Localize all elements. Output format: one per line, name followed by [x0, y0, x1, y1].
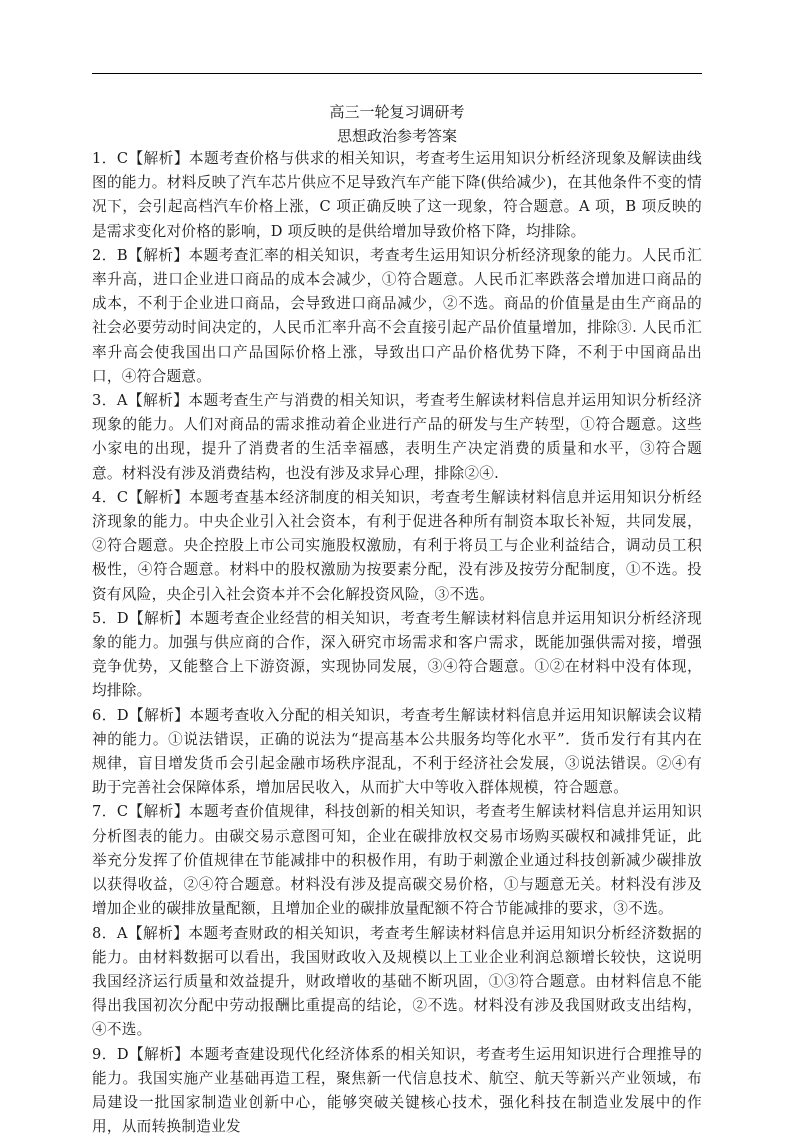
answer-item-6: 6．D【解析】本题考查收入分配的相关知识，考查考生解读材料信息并运用知识解读会议精神的能力。①说法错误，正确的说法为“提高基本公共服务均等化水平”．货币发行有其内在规律，盲目增发货币会引起金融市场秩序混乱，不利于经济社会发展，③说法错误。②④有助于完善社会保障体系，增加居民收入，从而扩大中等收入群体规模，符合题意。 [92, 706, 702, 797]
answer-item-4: 4．C【解析】本题考查基本经济制度的相关知识，考查考生解读材料信息并运用知识分析经济现象的能力。中央企业引入社会资本，有利于促进各种所有制资本取长补短，共同发展，②符合题意。央企控股上市公司实施股权激励，有利于将员工与企业利益结合，调动员工积极性，④符合题意。材料中的股权激励为按要素分配，没有涉及按劳分配制度，①不选。投资有风险，央企引入社会资本并不会化解投资风险，③不选。 [92, 488, 702, 603]
answer-item-2: 2．B【解析】本题考查汇率的相关知识，考查考生运用知识分析经济现象的能力。人民币汇率升高，进口企业进口商品的成本会减少，①符合题意。人民币汇率跌落会增加进口商品的成本，不利于企业进口商品，会导致进口商品减少，②不选。商品的价值量是由生产商品的社会必要劳动时间决定的，人民币汇率升高不会直接引起产品价值量增加，排除③. 人民币汇率升高会使我国出口产品国际价格上涨，导致出口产品价格优势下降，不利于中国商品出口，④符合题意。 [92, 246, 702, 385]
answer-item-1: 1．C【解析】本题考查价格与供求的相关知识，考查考生运用知识分析经济现象及解读曲线图的能力。材料反映了汽车芯片供应不足导致汽车产能下降(供给减少)，在其他条件不变的情况下，会引起高档汽车价格上涨，C 项正确反映了这一现象，符合题意。A 项，B 项反映的是需求变化对价格的影响，D 项反映的是供给增加导致价格下降，均排除。 [92, 150, 702, 240]
answer-list [92, 147, 702, 1139]
answer-item-5: 5．D【解析】本题考查企业经营的相关知识，考查考生解读材料信息并运用知识分析经济现象的能力。加强与供应商的合作，深入研究市场需求和客户需求，既能加强供需对接，增强竞争优势，又能整合上下游资源，实现协同发展，③④符合题意。①②在材料中没有体现，均排除。 [92, 609, 702, 700]
answer-item-3: 3．A【解析】本题考查生产与消费的相关知识，考查考生解读材料信息并运用知识分析经济现象的能力。人们对商品的需求推动着企业进行产品的研发与生产转型，①符合题意。这些小家电的出现，提升了消费者的生活幸福感，表明生产决定消费的质量和水平，③符合题意。材料没有涉及消费结构，也没有涉及求异心理，排除②④. [92, 392, 702, 482]
answer-item-7: 7．C【解析】本题考查价值规律，科技创新的相关知识，考查考生解读材料信息并运用知识分析图表的能力。由碳交易示意图可知，企业在碳排放权交易市场购买碳权和减排凭证，此举充分发挥了价值规律在节能减排中的积极作用，有助于刺激企业通过科技创新减少碳排放以获得收益，②④符合题意。材料没有涉及提高碳交易价格，①与题意无关。材料没有涉及增加企业的碳排放量配额，且增加企业的碳排放量配额不符合节能减排的要求，③不选。 [92, 803, 702, 918]
document-subtitle: 思想政治参考答案 [336, 127, 457, 145]
document-header [92, 100, 702, 148]
answer-item-9: 9．D【解析】本题考查建设现代化经济体系的相关知识，考查考生运用知识进行合理推导的能力。我国实施产业基础再造工程，聚焦新一代信息技术、航空、航天等新兴产业领域，布局建设一批国家制造业创新中心，能够突破关键核心技术，强化科技在制造业发展中的作用，从而转换制造业发 [92, 1045, 702, 1136]
document-title: 高三一轮复习调研考 [329, 103, 465, 121]
top-rule [92, 73, 702, 74]
answer-item-8: 8．A【解析】本题考查财政的相关知识，考查考生解读材料信息并运用知识分析经济数据的能力。由材料数据可以看出，我国财政收入及规模以上工业企业利润总额增长较快，这说明我国经济运行质量和效益提升，财政增收的基础不断巩固，①③符合题意。由材料信息不能得出我国初次分配中劳动报酬比重提高的结论，②不选。材料没有涉及我国财政支出结构，④不选。 [92, 924, 702, 1039]
